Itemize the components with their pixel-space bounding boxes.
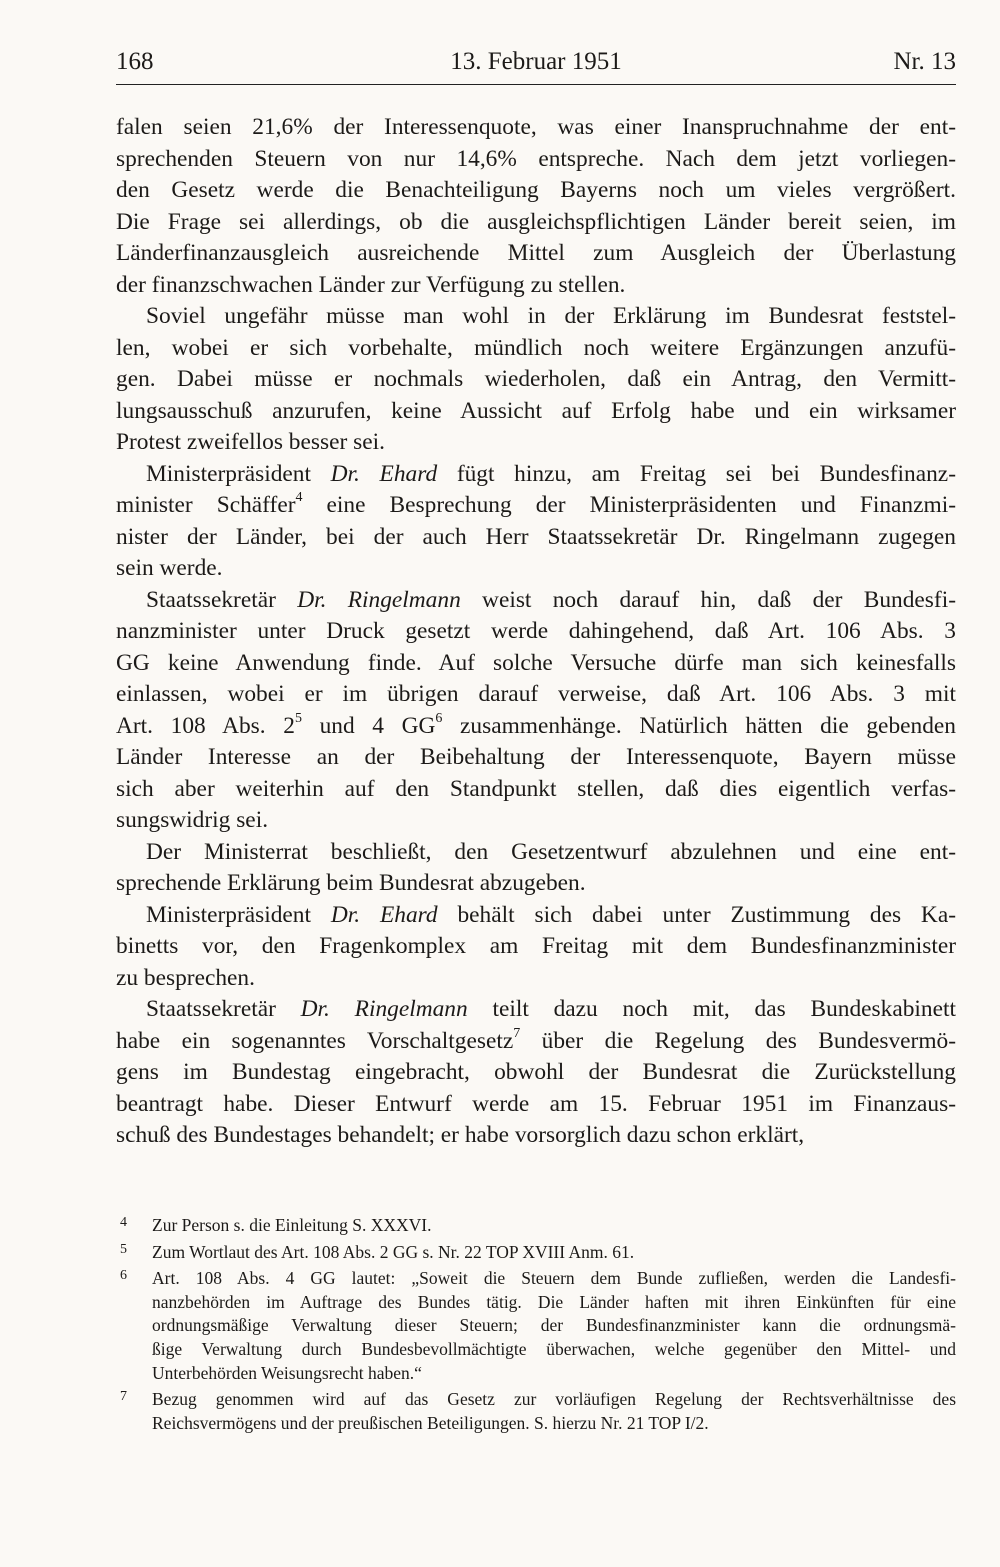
speaker-name: Dr. Ehard — [330, 901, 438, 928]
footnote-number: 7 — [120, 1389, 127, 1405]
text-line: sprechende Erklärung beim Bundesrat abzugeben. — [116, 870, 586, 896]
header-date: 13. Februar 1951 — [450, 48, 622, 75]
speaker-name: Dr. Ehard — [330, 460, 438, 487]
text-line: einlassen, wobei er im übrigen darauf verweise, daß Art. 106 Abs. 3 mit — [116, 681, 956, 707]
paragraph — [116, 301, 956, 459]
text-line: Ministerpräsident Dr. Ehard fügt hinzu, am Freitag sei bei Bundesfinanz- — [146, 460, 956, 487]
footnote-ref: 5 — [294, 710, 302, 726]
text-line: Ministerpräsident Dr. Ehard behält sich dabei unter Zustimmung des Ka- — [146, 901, 956, 928]
text-line: zu besprechen. — [116, 964, 255, 991]
text-line: falen seien 21,6% der Interessenquote, was einer Inanspruchnahme der ent- — [116, 114, 956, 140]
footnote-line: Reichsvermögens und der preußischen Beteiligungen. S. hierzu Nr. 21 TOP I/2. — [152, 1412, 709, 1433]
text-line: der finanzschwachen Länder zur Verfügung zu stellen. — [116, 271, 626, 298]
text-line: Länderfinanzausgleich ausreichende Mittel zum Ausgleich der Überlastung — [116, 240, 956, 266]
text-line: gens im Bundestag eingebracht, obwohl der Bundesrat die Zurückstellung — [116, 1059, 956, 1085]
footnote-line: Unterbehörden Weisungsrecht haben.“ — [152, 1362, 422, 1383]
text-line: beantragt habe. Dieser Entwurf werde am 15. Februar 1951 im Finanzaus- — [116, 1090, 956, 1117]
paragraph — [116, 994, 956, 1152]
page-number: 168 — [116, 48, 154, 75]
footnote — [116, 1214, 956, 1238]
speaker-name: Dr. Ringelmann — [300, 996, 468, 1022]
paragraph — [116, 459, 956, 585]
text-line: Protest zweifellos besser sei. — [116, 429, 385, 455]
text-line: Staatssekretär Dr. Ringelmann weist noch darauf hin, daß der Bundesfi- — [146, 586, 956, 613]
footnote — [116, 1388, 956, 1435]
paragraph — [116, 837, 956, 900]
text-line: minister Schäffer$^4$ eine Besprechung der Ministerpräsidenten und Finanzmi- — [116, 490, 956, 518]
footnote-line: Zum Wortlaut des Art. 108 Abs. 2 GG s. Nr. 22 TOP XVIII Anm. 61. — [152, 1241, 635, 1262]
footnotes — [116, 1214, 956, 1438]
footnote — [116, 1241, 956, 1265]
footnote-ref: 6 — [435, 710, 443, 726]
paragraph — [116, 112, 956, 301]
body-text — [116, 112, 956, 1152]
footnote-ref: 7 — [513, 1025, 521, 1041]
footnote — [116, 1267, 956, 1385]
text-line: habe ein sogenanntes Vorschaltgesetz$^7$ über die Regelung des Bundesvermö- — [116, 1025, 956, 1054]
text-line: lungsausschuß anzurufen, keine Aussicht auf Erfolg habe und ein wirksamer — [116, 397, 956, 424]
footnote-number: 6 — [120, 1268, 127, 1284]
footnote-line: nanzbehörden im Auftrage des Bundes tätig. Die Länder haften mit ihren Einkünften für eine — [152, 1291, 956, 1312]
footnote-number: 4 — [120, 1215, 127, 1230]
footnote-line: Bezug genommen wird auf das Gesetz zur vorläufigen Regelung der Rechtsverhältnisse des — [152, 1389, 956, 1410]
footnote-ref: 4 — [295, 490, 303, 506]
text-line: nister der Länder, bei der auch Herr Staatssekretär Dr. Ringelmann zugegen — [116, 523, 956, 550]
text-line: Länder Interesse an der Beibehaltung der Interessenquote, Bayern müsse — [116, 744, 956, 770]
text-line: gen. Dabei müsse er nochmals wiederholen, daß ein Antrag, den Vermitt- — [116, 366, 956, 392]
text-line: Die Frage sei allerdings, ob die ausgleichspflichtigen Länder bereit seien, im — [116, 208, 956, 235]
text-line: len, wobei er sich vorbehalte, mündlich noch weitere Ergänzungen anzufü- — [116, 334, 956, 361]
text-line: sprechenden Steuern von nur 14,6% entspreche. Nach dem jetzt vorliegen- — [116, 145, 956, 172]
text-line: Art. 108 Abs. $2^5$ und 4 $GG^6$ zusammenhänge. Natürlich hätten die gebenden — [116, 710, 956, 739]
footnote-line: ordnungsmäßige Verwaltung dieser Steuern; der Bundesfinanzminister kann die ordnungsmä- — [152, 1315, 956, 1336]
text-line: den Gesetz werde die Benachteiligung Bayerns noch um vieles vergrößert. — [116, 177, 956, 203]
text-line: nanzminister unter Druck gesetzt werde dahingehend, daß Art. 106 Abs. 3 — [116, 618, 956, 644]
running-header — [116, 44, 956, 85]
text-line: sich aber weiterhin auf den Standpunkt stellen, daß dies eigentlich verfas- — [116, 775, 956, 802]
text-line: Der Ministerrat beschließt, den Gesetzentwurf abzulehnen und eine ent- — [146, 838, 956, 865]
text-line: Staatssekretär Dr. Ringelmann teilt dazu noch mit, das Bundeskabinett — [146, 996, 956, 1022]
text-line: GG keine Anwendung finde. Auf solche Versuche dürfe man sich keinesfalls — [116, 649, 956, 676]
paragraph — [116, 585, 956, 837]
text-line: schuß des Bundestages behandelt; er habe vorsorglich dazu schon erklärt, — [116, 1122, 805, 1148]
footnote-line: ßige Verwaltung durch Bundesbevollmächtigte überwachen, welche gegenüber den Mittel- und — [152, 1338, 956, 1359]
text-line: binetts vor, den Fragenkomplex am Freitag mit dem Bundesfinanzminister — [116, 933, 956, 959]
text-line: sungswidrig sei. — [116, 807, 269, 833]
document-number: Nr. 13 — [893, 48, 956, 75]
text-line: sein werde. — [116, 555, 223, 581]
footnote-line: Art. 108 Abs. 4 GG lautet: „Soweit die Steuern dem Bunde zufließen, werden die Landesfi- — [152, 1268, 956, 1289]
footnote-line: Zur Person s. die Einleitung S. XXXVI. — [152, 1215, 432, 1235]
footnote-number: 5 — [120, 1241, 127, 1257]
text-line: Soviel ungefähr müsse man wohl in der Erklärung im Bundesrat feststel- — [146, 303, 956, 329]
paragraph — [116, 900, 956, 995]
speaker-name: Dr. Ringelmann — [297, 586, 461, 613]
